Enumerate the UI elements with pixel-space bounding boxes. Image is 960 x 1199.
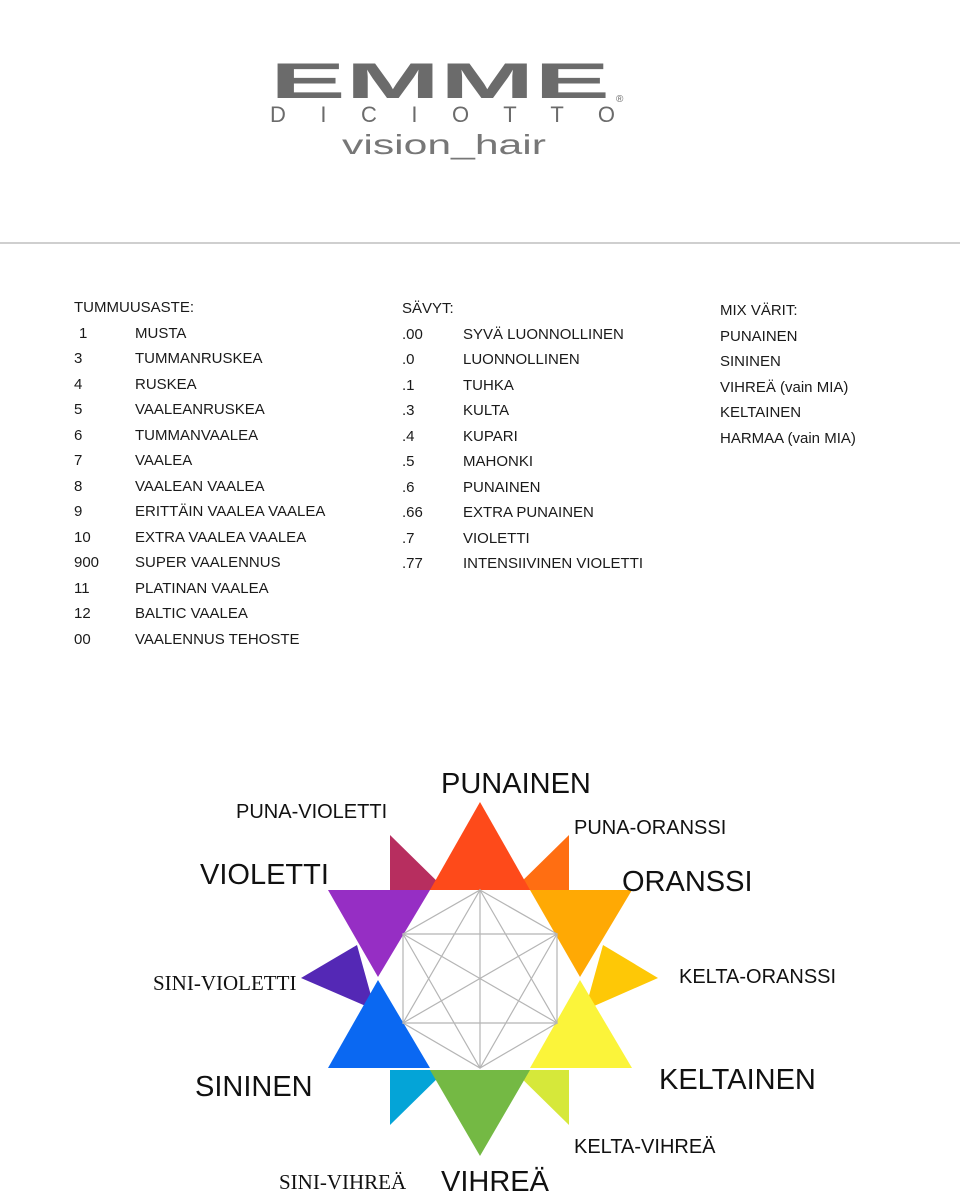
level-name: TUMMANRUSKEA [135,350,263,367]
levels-list [74,295,325,652]
logo-sub-text: D I C I O T T O [270,102,615,127]
level-name: VAALEA [135,452,193,469]
list-item [74,372,325,398]
list-item [74,550,325,576]
tone-code: .0 [402,351,415,368]
yellow-orange-segment [585,945,658,1010]
level-name: BALTIC VAALEA [135,605,248,622]
list-item [74,601,325,627]
label-puna-oranssi: PUNA-ORANSSI [574,817,727,839]
list-item: PUNAINEN [720,327,798,345]
level-code: 900 [74,554,100,571]
tone-code: .3 [402,402,415,419]
level-name: RUSKEA [135,375,197,393]
list-item [74,448,325,474]
tone-name: SYVÄ LUONNOLLINEN [463,325,624,343]
list-item: HARMAA (vain MIA) [720,429,856,447]
level-name: TUMMANVAALEA [135,426,259,444]
list-item: SININEN [720,353,781,370]
level-name: VAALENNUS TEHOSTE [135,630,300,648]
label-oranssi: ORANSSI [622,866,753,898]
level-name: EXTRA VAALEA VAALEA [135,528,307,546]
level-code: 4 [74,375,83,393]
tone-name: KULTA [463,402,510,419]
label-sininen: SININEN [195,1071,313,1103]
level-name: SUPER VAALENNUS [135,554,281,571]
tone-code: .5 [402,453,415,470]
level-name: PLATINAN VAALEA [135,579,269,597]
mix-colors-list [720,298,856,451]
list-item [402,398,643,424]
levels-title: TUMMUUSASTE: [74,299,194,316]
list-item [74,423,325,449]
level-code: 8 [74,477,83,495]
level-code: 00 [74,630,91,648]
label-sini-vihrea: SINI-VIHREÄ [279,1170,407,1194]
list-item [402,347,643,373]
tone-code: .4 [402,427,415,445]
level-code: 3 [74,350,83,367]
level-code: 11 [74,579,90,597]
list-item [402,373,643,399]
list-item [402,322,643,348]
level-code: 5 [74,401,83,418]
green-segment [430,1070,530,1156]
level-code: 10 [74,528,91,546]
mix-title: MIX VÄRIT: [720,302,798,319]
level-name: VAALEAN VAALEA [135,477,265,495]
list-item [402,500,643,526]
tone-code: .1 [402,376,415,394]
list-item [402,551,643,577]
list-item [74,397,325,423]
list-item [74,474,325,500]
tone-name: PUNAINEN [463,478,541,496]
tone-name: KUPARI [463,427,518,445]
tones-list [402,296,643,577]
level-code: 12 [74,605,91,622]
level-code: 7 [74,452,83,469]
level-name: MUSTA [135,324,187,342]
logo-brand-text: EMME [270,60,610,109]
tones-title: SÄVYT: [402,300,454,317]
tone-code: .7 [402,529,415,547]
tone-code: .6 [402,478,415,496]
red-segment [430,802,530,890]
level-name: VAALEANRUSKEA [135,401,265,418]
logo-tagline: vision_hair [342,129,546,160]
logo-registered-mark: ® [616,94,624,105]
list-item [74,576,325,602]
label-vihrea: VIHREÄ [441,1166,549,1198]
label-kelta-oranssi: KELTA-ORANSSI [679,966,837,988]
label-keltainen: KELTAINEN [659,1064,816,1096]
level-code: 9 [74,503,83,520]
blue-violet-segment [301,945,375,1010]
list-item: VIHREÄ (vain MIA) [720,378,849,396]
label-kelta-vihrea: KELTA-VIHREÄ [574,1136,716,1158]
tone-code: .77 [402,555,423,572]
tone-name: EXTRA PUNAINEN [463,504,594,521]
list-item [74,627,325,653]
tone-name: LUONNOLLINEN [463,351,580,368]
label-punainen: PUNAINEN [441,768,591,800]
list-item [74,346,325,372]
list-item [402,475,643,501]
color-wheel [0,740,960,1198]
level-name: ERITTÄIN VAALEA VAALEA [135,503,326,520]
tone-name: MAHONKI [463,453,534,470]
label-puna-violetti: PUNA-VIOLETTI [236,801,388,823]
tone-code: .66 [402,504,423,521]
list-item [74,321,325,347]
emme-dicciotto-logo [268,60,638,160]
tone-code: .00 [402,325,423,343]
label-violetti: VIOLETTI [200,859,329,891]
tone-name: VIOLETTI [463,529,530,547]
label-sini-violetti: SINI-VIOLETTI [153,971,297,995]
tone-name: INTENSIIVINEN VIOLETTI [463,555,644,572]
list-item [402,526,643,552]
list-item: KELTAINEN [720,404,802,421]
list-item [74,499,325,525]
level-code: 6 [74,426,83,444]
list-item [402,449,643,475]
level-code: 1 [79,324,88,342]
list-item [402,424,643,450]
list-item [74,525,325,551]
tone-name: TUHKA [463,376,514,394]
header-divider [0,242,960,244]
